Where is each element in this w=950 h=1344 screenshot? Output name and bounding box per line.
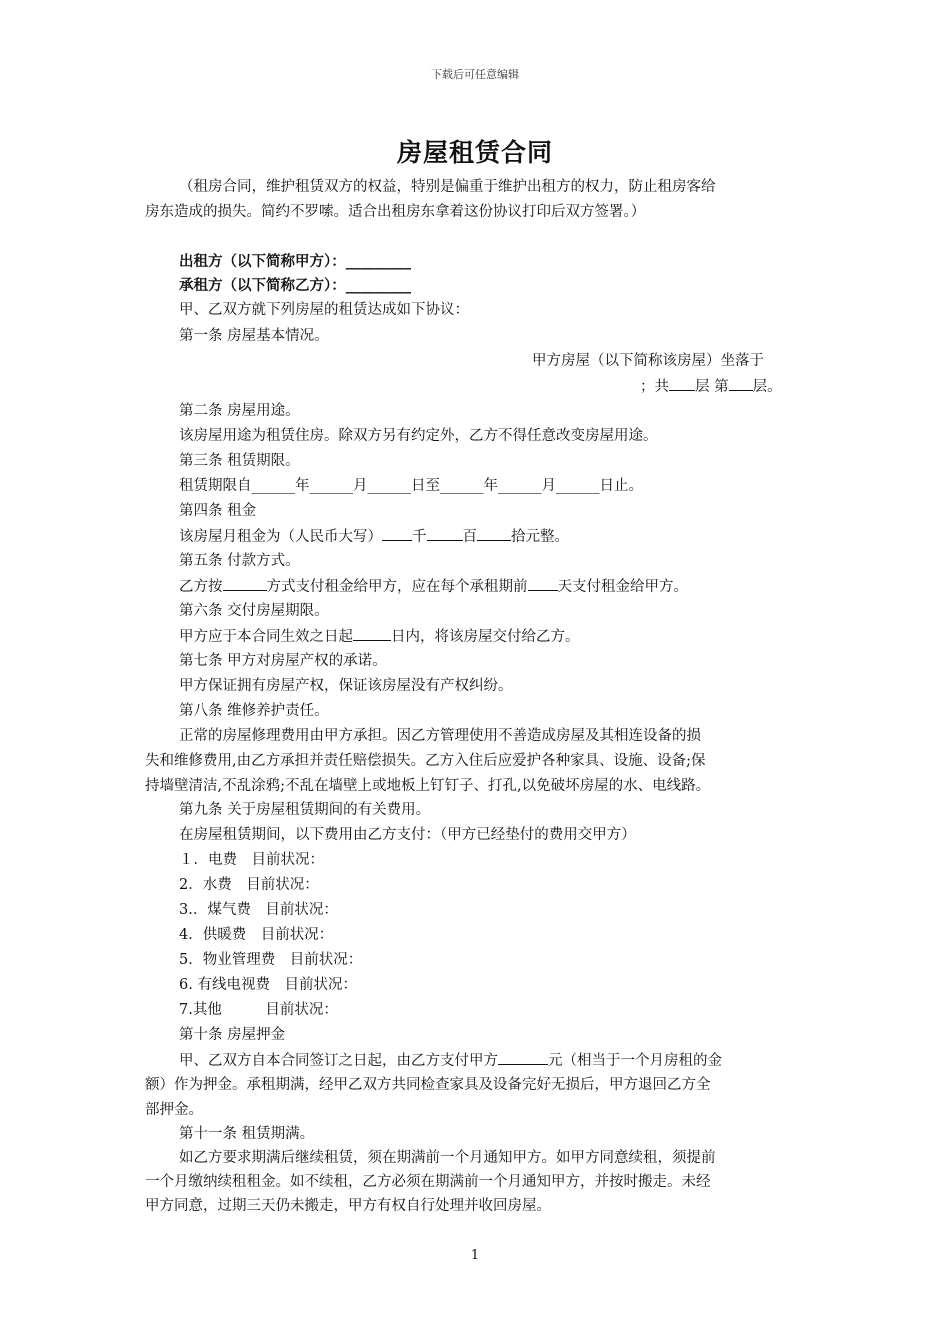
article-5-title: 第五条 付款方式。 [179,553,300,569]
article-1-title: 第一条 房屋基本情况。 [179,328,329,344]
party-a: 出租方（以下简称甲方）：_________ [179,253,411,270]
blank-line [382,526,412,541]
blank-line [223,576,267,591]
intro-line-2: 房东造成的损失。简约不罗嗦。适合出租房东拿着这份协议打印后双方签署。） [145,204,646,220]
fee-item-3: 3.．煤气费 目前状况： [179,902,338,918]
blank-line [477,526,511,541]
blank-line [669,376,695,391]
article-3-body: 租赁期限自______年______月______日至______年______月______日止。 [179,478,643,494]
article-2-title: 第二条 房屋用途。 [179,403,300,419]
article-5-body: 乙方按 方式支付租金给甲方，应在每个承租期前 天支付租金给甲方。 [179,576,688,597]
article-8-title: 第八条 维修养护责任。 [179,703,329,719]
fee-item-7: 7.其他 目前状况： [179,1002,338,1018]
fee-item-5: 5．物业管理费 目前状况： [179,952,363,968]
blank-line [427,526,463,541]
article-7-body: 甲方保证拥有房屋产权，保证该房屋没有产权纠纷。 [179,678,513,694]
article-8-line-2: 失和维修费用,由乙方承担并责任赔偿损失。乙方入住后应爱护各种家具、设施、设备;保 [145,753,706,769]
article-8-line-1: 正常的房屋修理费用由甲方承担。因乙方管理使用不善造成房屋及其相连设备的损 [179,728,701,744]
fee-item-1: １．电费 目前状况： [179,852,324,868]
intro-line-1: （租房合同，维护租赁双方的权益，特别是偏重于维护出租方的权力，防止租房客给 [179,179,716,195]
article-4-title: 第四条 租金 [179,503,257,519]
fee-item-6: 6. 有线电视费 目前状况： [179,977,357,993]
article-11-line-3: 甲方同意，过期三天仍未搬走，甲方有权自行处理并收回房屋。 [145,1198,551,1214]
blank-line [498,1050,548,1065]
article-10-line-2: 额）作为押金。承租期满，经甲乙双方共同检查家具及设备完好无损后，甲方退回乙方全 [145,1077,711,1093]
fee-item-2: 2．水费 目前状况： [179,877,319,893]
article-6-title: 第六条 交付房屋期限。 [179,603,329,619]
article-7-title: 第七条 甲方对房屋产权的承诺。 [179,653,387,669]
article-11-line-2: 一个月缴纳续租租金。如不续租，乙方必须在期满前一个月通知甲方，并按时搬走。未经 [145,1174,711,1190]
fee-item-4: 4．供暖费 目前状况： [179,927,334,943]
article-10-line-1: 甲、乙双方自本合同签订之日起，由乙方支付甲方 元（相当于一个月房租的金 [179,1050,722,1071]
article-3-title: 第三条 租赁期限。 [179,453,300,469]
agreement-line: 甲、乙双方就下列房屋的租赁达成如下协议： [179,302,469,318]
party-b: 承租方（以下简称乙方）：_________ [179,277,411,294]
article-11-title: 第十一条 租赁期满。 [179,1126,315,1142]
blank-line [729,376,753,391]
article-11-line-1: 如乙方要求期满后继续租赁，须在期满前一个月通知甲方。如甲方同意续租，须提前 [179,1150,716,1166]
article-8-line-3: 持墙壁清洁,不乱涂鸦;不乱在墙壁上或地板上钉钉子、打孔,以免破坏房屋的水、电线路。 [145,778,711,794]
page-header: 下载后可任意编辑 [431,68,519,81]
article-6-body: 甲方应于本合同生效之日起 日内，将该房屋交付给乙方。 [179,626,580,647]
blank-line [528,576,558,591]
article-4-body: 该房屋月租金为（人民币大写） 千 百 拾元整。 [179,526,569,547]
blank-line [353,626,391,641]
article-1-floor: ；共 层 第 层。 [640,376,782,397]
article-10-title: 第十条 房屋押金 [179,1027,286,1043]
article-9-body: 在房屋租赁期间，以下费用由乙方支付：（甲方已经垫付的费用交甲方） [179,827,636,843]
article-9-title: 第九条 关于房屋租赁期间的有关费用。 [179,802,431,818]
page-number: 1 [470,1248,480,1263]
article-2-body: 该房屋用途为租赁住房。除双方另有约定外，乙方不得任意改变房屋用途。 [179,428,658,444]
article-10-line-3: 部押金。 [145,1102,203,1118]
document-title: 房屋租赁合同 [396,138,553,167]
article-1-location: 甲方房屋（以下简称该房屋）坐落于 [532,353,764,369]
